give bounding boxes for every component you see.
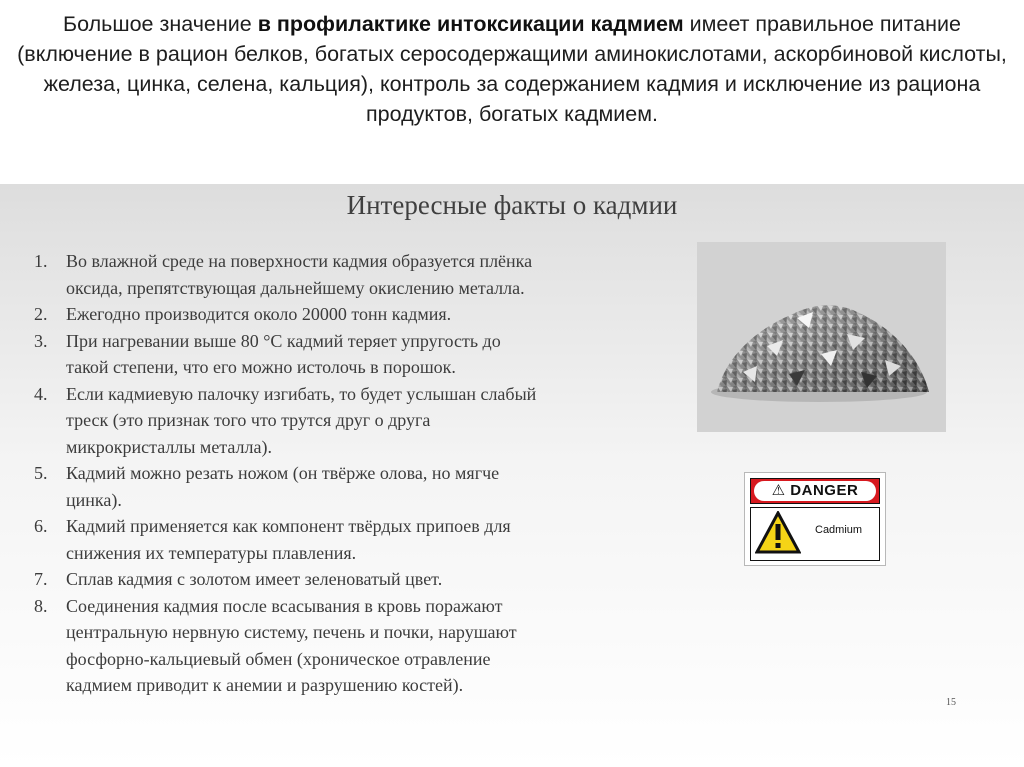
fact-item-3 <box>34 328 654 381</box>
danger-word: DANGER <box>790 482 859 499</box>
fact-text-line: центральную нервную систему, печень и почки, нарушают <box>66 622 517 642</box>
fact-number: 4. <box>34 383 48 404</box>
fact-item-7 <box>34 566 654 593</box>
danger-sign-body <box>750 507 880 561</box>
fact-text-line: Кадмий применяется как компонент твёрдых припоев для <box>66 516 511 536</box>
fact-text-line: Во влажной среде на поверхности кадмия образуется плёнка <box>66 251 533 271</box>
danger-header <box>754 481 876 501</box>
fact-text-line: оксида, препятствующая дальнейшему окислению металла. <box>66 277 525 298</box>
intro-paragraph <box>0 0 1024 184</box>
fact-text-line: кадмием приводит к анемии и разрушению костей). <box>66 675 464 695</box>
fact-text-line: При нагревании выше 80 °С кадмий теряет упругость до <box>66 330 501 351</box>
intro-bold-text: в профилактике интоксикации кадмием <box>257 12 684 36</box>
fact-text-line: Кадмий можно резать ножом (он твёрже олова, но мягче <box>66 463 500 483</box>
fact-item-6 <box>34 513 654 566</box>
intro-text-start: Большое значение <box>63 12 258 36</box>
fact-text-line: Сплав кадмия с золотом имеет зеленоватый цвет. <box>66 569 443 589</box>
cadmium-nuggets-photo <box>697 242 946 432</box>
exclamation-triangle-icon: ⚠ <box>771 482 786 499</box>
fact-item-8 <box>34 593 654 699</box>
fact-text-line: фосфорно-кальциевый обмен (хроническое отравление <box>66 648 491 669</box>
fact-item-1 <box>34 248 654 301</box>
fact-number: 5. <box>34 463 48 483</box>
fact-number: 6. <box>34 516 48 536</box>
fact-number: 8. <box>34 595 48 616</box>
page-number: 15 <box>946 697 956 708</box>
fact-text-line: Соединения кадмия после всасывания в кровь поражают <box>66 595 503 616</box>
slide-title: Интересные факты о кадмии <box>346 190 678 220</box>
cadmium-label: Cadmium <box>815 524 863 536</box>
danger-sign <box>744 472 886 566</box>
fact-item-2 <box>34 301 654 328</box>
fact-number: 3. <box>34 330 48 351</box>
cadmium-pile-illustration <box>697 242 946 432</box>
fact-text-line: микрокристаллы металла). <box>66 436 272 457</box>
fact-text-line: треск (это признак того что трутся друг о друга <box>66 410 431 430</box>
facts-list <box>34 248 654 699</box>
fact-text-line: цинка). <box>66 489 122 510</box>
fact-number: 2. <box>34 304 48 324</box>
fact-number: 7. <box>34 569 48 589</box>
fact-item-4 <box>34 381 654 461</box>
fact-item-5 <box>34 460 654 513</box>
danger-header-bar <box>750 478 880 504</box>
intro-text-end: имеет правильное питание (включение в рацион белков, богатых серосодержащими аминокислотами, аскорбиновой кислоты, железа, цинка, селена, кальция), контроль за содержанием кадмия и исключение из рациона продуктов, богатых кадмием. <box>17 12 1007 126</box>
fact-text-line: такой степени, что его можно истолочь в порошок. <box>66 357 456 377</box>
fact-number: 1. <box>34 251 48 271</box>
fact-text-line: снижения их температуры плавления. <box>66 542 357 563</box>
warning-triangle-icon <box>755 511 801 555</box>
fact-text-line: Если кадмиевую палочку изгибать, то будет услышан слабый <box>66 383 537 404</box>
fact-text-line: Ежегодно производится около 20000 тонн кадмия. <box>66 304 452 324</box>
